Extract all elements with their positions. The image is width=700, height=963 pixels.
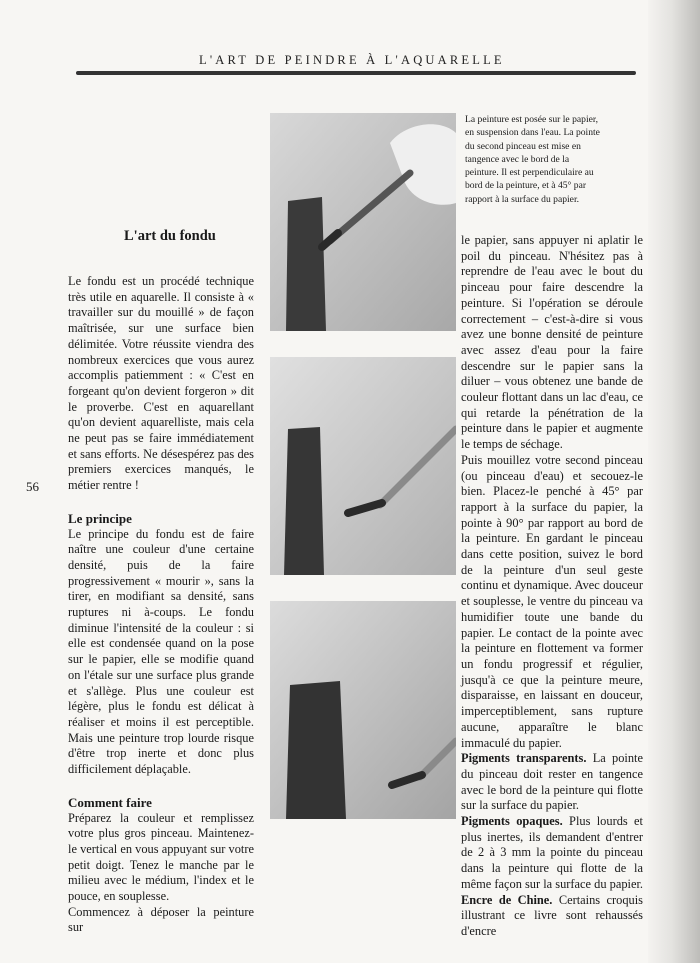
right-column xyxy=(461,233,643,940)
pigments-transparents-label: Pigments transparents. xyxy=(461,751,587,766)
photo-caption: La peinture est posée sur le papier, en suspension dans l'eau. La pointe du second pinceau est mise en tangence avec le bord de la peinture. Il est perpendiculaire au bord de la peinture, et à 45° par rapport à la surface du papier. xyxy=(465,114,600,205)
right-paragraph-2: Puis mouillez votre second pinceau (ou pinceau d'eau) et secouez-le bien. Placez-le penché à 45° par rapport à la surface du papier, la pointe à 90° par rapport au bord de la peinture. En gardant le pinceau dans cette position, suivez le bord de la peinture d'un seul geste continu et dynamique. Avec douceur et souplesse, le ventre du pinceau va humidifier toute une bande du papier. Le contact de la pointe avec la peinture en flottement va former un fondu progressif et régulier, jusqu'à ce que la peinture meure, disparaisse, en laissant en douceur, imperceptiblement, sans rupture aucune, apparaître le blanc immaculé du papier. xyxy=(461,452,643,750)
section-title: L'art du fondu xyxy=(124,228,216,244)
principe-heading: Le principe xyxy=(68,510,132,526)
running-header: L'ART DE PEINDRE À L'AQUARELLE xyxy=(199,53,505,67)
pigments-opaques-paragraph: Pigments opaques. Plus lourds et plus inertes, ils demandent d'entrer de 2 à 3 mm la pointe du pinceau dans la peinture qui flotte de la même façon sur la surface du papier. xyxy=(461,814,643,891)
comment-faire-heading: Comment faire xyxy=(68,794,152,810)
principe-paragraph: Le principe du fondu est de faire naître une couleur d'une certaine densité, puis de la faire progressivement « mourir », sans la tirer, en modifiant sa densité, sans ruptures ni à-coups. Le fondu diminue l'intensité de la couleur : si elle est condensée quand on la pose sur le papier, elle se modifie quand on l'étale sur une surface plus grande et s'allège. Plus une couleur est légère, plus le fondu est délicat à réaliser et moins il est perceptible. Mais une peinture trop lourde risque d'être trop inerte et donc plus difficilement déplaçable. xyxy=(68,526,254,777)
page-number: 56 xyxy=(26,479,39,494)
comment-faire-paragraph-2: Commencez à déposer la peinture sur xyxy=(68,904,254,935)
encre-de-chine-label: Encre de Chine. xyxy=(461,892,553,907)
comment-faire-paragraph-1: Préparez la couleur et remplissez votre plus gros pinceau. Maintenez-le vertical en vous appuyant sur votre petit doigt. Tenez le manche par le milieu avec le médium, l'index et le pouce, en souplesse. xyxy=(68,810,254,904)
header-rule xyxy=(76,71,636,75)
right-paragraph-1: le papier, sans appuyer ni aplatir le poil du pinceau. N'hésitez pas à reprendre de l'eau avec le bout du pinceau pour faire descendre la peinture. Si l'opération se déroule correctement – c'est-à-dire si vous avez une bonne densité de peinture avec assez d'eau pour la faire descendre sur le papier sans la diluer – vous obtenez une bande de couleur flottant dans un lac d'eau, ce qui retarde la pénétration de la peinture dans le papier et augmente le temps de séchage. xyxy=(461,233,643,452)
pigments-transparents-paragraph: Pigments transparents. La pointe du pinceau doit rester en tangence avec le bord de la peinture qui flotte sur la surface du papier. xyxy=(461,751,643,813)
left-column xyxy=(68,274,254,936)
photo-step-2 xyxy=(270,357,456,575)
page-edge-shadow xyxy=(648,0,700,963)
intro-paragraph: Le fondu est un procédé technique très utile en aquarelle. Il consiste à « travailler sur du mouillé » de façon maîtrisée, sur une surface bien délimitée. Votre réussite viendra des nombreux exercices que vous aurez accomplis patiemment : « C'est en forgeant qu'on devient forgeron » dit le proverbe. C'est en aquarellant qu'on devient aquarelliste, mais cela ne peut pas se faire immédiatement et sans efforts. Ne désespérez pas des premiers exercices manqués, le métier rentre ! xyxy=(68,274,254,493)
pigments-opaques-label: Pigments opaques. xyxy=(461,814,563,829)
photo-step-1 xyxy=(270,113,456,331)
photo-step-3 xyxy=(270,601,456,819)
encre-de-chine-paragraph: Encre de Chine. Certains croquis illustrant ce livre sont rehaussés d'encre xyxy=(461,892,643,938)
